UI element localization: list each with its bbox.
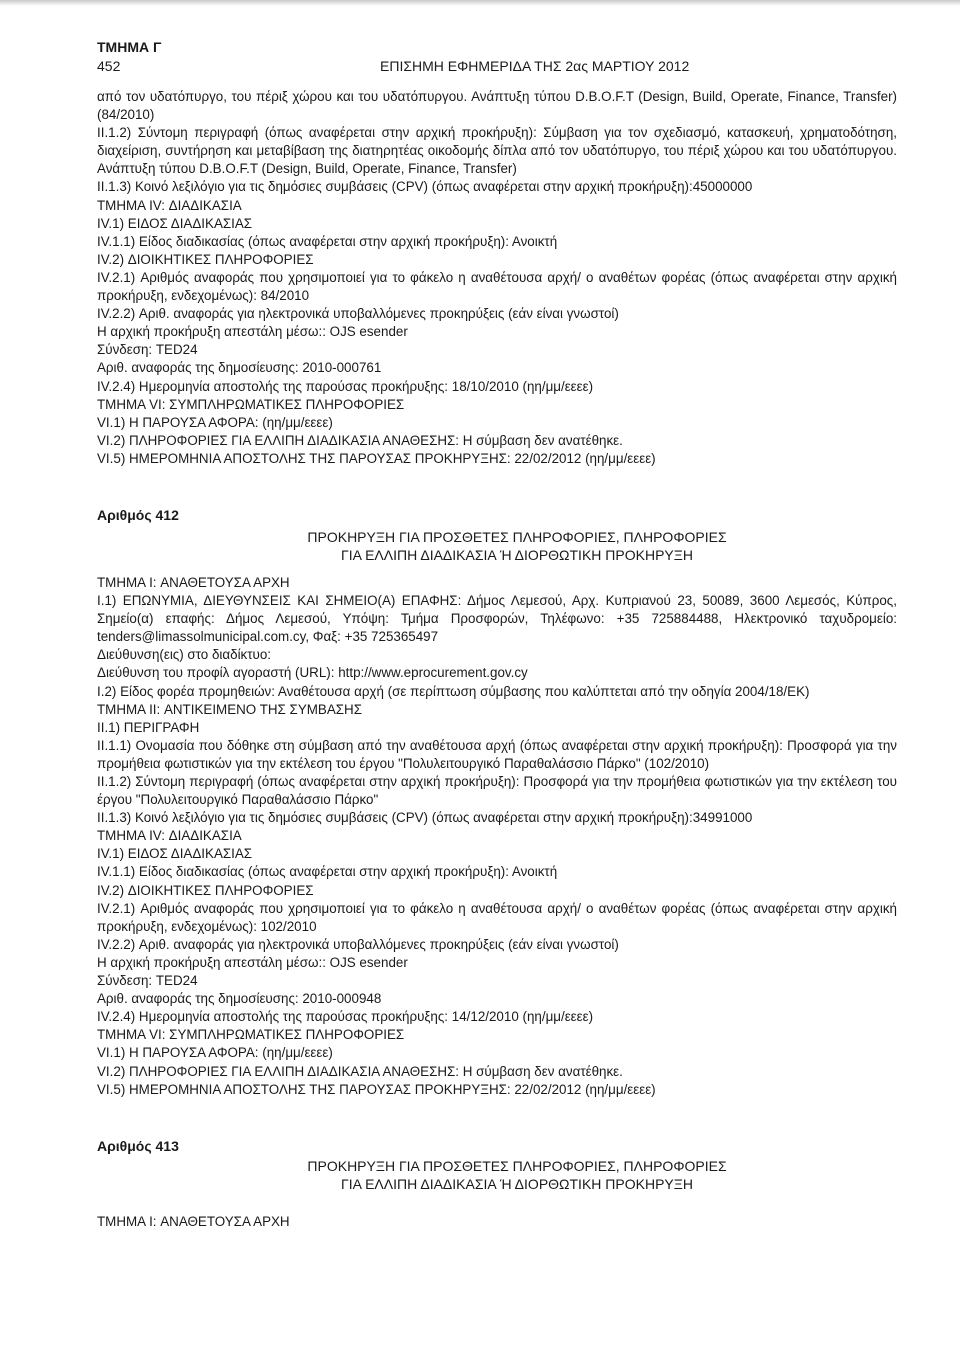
text-line: Η αρχική προκήρυξη απεστάλη μέσω:: OJS esender [97,324,408,340]
section-label: ΤΜΗΜΑ Γ [97,39,162,55]
text-line: II.1.3) Κοινό λεξιλόγιο για τις δημόσιες συμβάσεις (CPV) (όπως αναφέρεται στην αρχική προκήρυξη):34991000 [97,810,753,826]
text-paragraph: από τον υδατόπυργο, του πέριξ χώρου και του υδατόπυργου. Ανάπτυξη τύπου D.B.O.F.T (Design, Build, Operate, Finance, Transfer) (84/2010) [97,89,897,123]
text-paragraph: IV.2.1) Αριθμός αναφοράς που χρησιμοποιεί για το φάκελο η αναθέτουσα αρχή/ ο αναθέτων φορέας (όπως αναφέρεται στην αρχική προκήρυξη, ενδεχομένως): 84/2010 [97,269,897,304]
text-line: IV.2.4) Ημερομηνία αποστολής της παρούσας προκήρυξης: 14/12/2010 (ηη/μμ/εεεε) [97,1009,594,1025]
text-line: Σύνδεση: TED24 [97,342,198,358]
gazette-page [97,38,897,1231]
text-paragraph: II.1.2) Σύντομη περιγραφή (όπως αναφέρεται στην αρχική προκήρυξη): Σύμβαση για τον σχεδιασμό, κατασκευή, χρηματοδότηση, διαχείριση, συντήρηση και μεταβίβαση της διατηρητέας οικοδομής δίπλα από τον υδατόπυργο, του πέριξ χώρου και του υδατόπυργου. Ανάπτυξη τύπου D.B.O.F.T (Design, Build, Operate, Finance, Transfer) [97,125,897,177]
notice-heading: ΓΙΑ ΕΛΛΙΠΗ ΔΙΑΔΙΚΑΣΙΑ Ή ΔΙΟΡΘΩΤΙΚΗ ΠΡΟΚΗΡΥΞΗ [341,1175,693,1192]
text-line: II.1.3) Κοινό λεξιλόγιο για τις δημόσιες συμβάσεις (CPV) (όπως αναφέρεται στην αρχική προκήρυξη):45000000 [97,179,753,195]
notice-heading: ΠΡΟΚΗΡΥΞΗ ΓΙΑ ΠΡΟΣΘΕΤΕΣ ΠΛΗΡΟΦΟΡΙΕΣ, ΠΛΗΡΟΦΟΡΙΕΣ [307,528,727,545]
text-line: Διεύθυνση(εις) στο διαδίκτυο: [97,647,272,663]
page-header [97,56,897,78]
text-line: ΤΜΗΜΑ I: ΑΝΑΘΕΤΟΥΣΑ ΑΡΧΗ [97,1213,290,1229]
text-line: IV.1.1) Είδος διαδικασίας (όπως αναφέρεται στην αρχική προκήρυξη): Ανοικτή [97,233,558,249]
notice-413 [97,1137,897,1231]
text-line: Η αρχική προκήρυξη απεστάλη μέσω:: OJS esender [97,954,408,970]
text-line: VI.5) ΗΜΕΡΟΜΗΝΙΑ ΑΠΟΣΤΟΛΗΣ ΤΗΣ ΠΑΡΟΥΣΑΣ ΠΡΟΚΗΡΥΞΗΣ: 22/02/2012 (ηη/μμ/εεεε) [97,1081,656,1097]
text-line: IV.2) ΔΙΟΙΚΗΤΙΚΕΣ ΠΛΗΡΟΦΟΡΙΕΣ [97,251,314,267]
text-line: ΤΜΗΜΑ VI: ΣΥΜΠΛΗΡΩΜΑΤΙΚΕΣ ΠΛΗΡΟΦΟΡΙΕΣ [97,396,405,412]
scan-edge [0,0,960,6]
text-line: IV.2) ΔΙΟΙΚΗΤΙΚΕΣ ΠΛΗΡΟΦΟΡΙΕΣ [97,882,314,898]
text-paragraph: II.1.2) Σύντομη περιγραφή (όπως αναφέρεται στην αρχική προκήρυξη): Προσφορά για την προμήθεια φωτιστικών για την εκτέλεση του έργου "Πολυλειτουργικό Παραθαλάσσιο Πάρκο" [97,774,897,808]
text-line: II.1) ΠΕΡΙΓΡΑΦΗ [97,719,200,735]
text-line: VI.1) Η ΠΑΡΟΥΣΑ ΑΦΟΡΑ: (ηη/μμ/εεεε) [97,1045,333,1061]
text-line: VI.5) ΗΜΕΡΟΜΗΝΙΑ ΑΠΟΣΤΟΛΗΣ ΤΗΣ ΠΑΡΟΥΣΑΣ ΠΡΟΚΗΡΥΞΗΣ: 22/02/2012 (ηη/μμ/εεεε) [97,450,656,466]
text-line: VI.1) Η ΠΑΡΟΥΣΑ ΑΦΟΡΑ: (ηη/μμ/εεεε) [97,414,333,430]
text-line: IV.2.4) Ημερομηνία αποστολής της παρούσας προκήρυξης: 18/10/2010 (ηη/μμ/εεεε) [97,378,594,394]
text-line: ΤΜΗΜΑ I: ΑΝΑΘΕΤΟΥΣΑ ΑΡΧΗ [97,574,290,590]
text-line: IV.1.1) Είδος διαδικασίας (όπως αναφέρεται στην αρχική προκήρυξη): Ανοικτή [97,864,558,880]
text-line: ΤΜΗΜΑ IV: ΔΙΑΔΙΚΑΣΙΑ [97,197,242,213]
text-line: ΤΜΗΜΑ IV: ΔΙΑΔΙΚΑΣΙΑ [97,828,242,844]
text-line: IV.2.2) Αριθ. αναφοράς για ηλεκτρονικά υποβαλλόμενες προκηρύξεις (εάν είναι γνωστοί) [97,306,619,322]
gazette-title: ΕΠΙΣΗΜΗ ΕΦΗΜΕΡΙΔΑ ΤΗΣ 2ας ΜΑΡΤΙΟΥ 2012 [380,58,690,74]
notice-412 [97,506,897,1099]
text-line: IV.2.2) Αριθ. αναφοράς για ηλεκτρονικά υποβαλλόμενες προκηρύξεις (εάν είναι γνωστοί) [97,936,619,952]
text-paragraph: IV.2.1) Αριθμός αναφοράς που χρησιμοποιεί για το φάκελο η αναθέτουσα αρχή/ ο αναθέτων φορέας (όπως αναφέρεται στην αρχική προκήρυξη, ενδεχομένως): 102/2010 [97,900,897,934]
text-line: VI.2) ΠΛΗΡΟΦΟΡΙΕΣ ΓΙΑ ΕΛΛΙΠΗ ΔΙΑΔΙΚΑΣΙΑ ΑΝΑΘΕΣΗΣ: Η σύμβαση δεν ανατέθηκε. [97,432,623,448]
text-line: Διεύθυνση του προφίλ αγοραστή (URL): http://www.eprocurement.gov.cy [97,665,528,681]
text-line: Αριθ. αναφοράς της δημοσίευσης: 2010-000761 [97,360,382,376]
text-paragraph: I.1) ΕΠΩΝΥΜΙΑ, ΔΙΕΥΘΥΝΣΕΙΣ ΚΑΙ ΣΗΜΕΙΟ(Α) ΕΠΑΦΗΣ: Δήμος Λεμεσού, Αρχ. Κυπριανού 23, 50089, 3600 Λεμεσός, Κύπρος, Σημείο(α) επαφής: Δήμος Λεμεσού, Υπόψη: Τμήμα Προσφορών, Τηλέφωνο: +35 725884488, Ηλεκτρονικό ταχυδρομείο: tenders@limassolmunicipal.com.cy, Φαξ: +35 725365497 [97,593,897,645]
text-line: VI.2) ΠΛΗΡΟΦΟΡΙΕΣ ΓΙΑ ΕΛΛΙΠΗ ΔΙΑΔΙΚΑΣΙΑ ΑΝΑΘΕΣΗΣ: Η σύμβαση δεν ανατέθηκε. [97,1063,623,1079]
notice-number: Αριθμός 413 [97,1137,179,1154]
text-line: IV.1) ΕΙΔΟΣ ΔΙΑΔΙΚΑΣΙΑΣ [97,215,253,231]
notice-continued [97,88,897,468]
text-line: IV.1) ΕΙΔΟΣ ΔΙΑΔΙΚΑΣΙΑΣ [97,846,253,862]
notice-heading: ΠΡΟΚΗΡΥΞΗ ΓΙΑ ΠΡΟΣΘΕΤΕΣ ΠΛΗΡΟΦΟΡΙΕΣ, ΠΛΗΡΟΦΟΡΙΕΣ [307,1157,727,1174]
text-paragraph: II.1.1) Ονομασία που δόθηκε στη σύμβαση από την αναθέτουσα αρχή (όπως αναφέρεται στην αρχική προκήρυξη): Προσφορά για την προμήθεια φωτιστικών για την εκτέλεση του έργου "Πολυλειτουργικό Παραθαλάσσιο Πάρκο" (102/2010) [97,737,897,771]
text-line: I.2) Είδος φορέα προμηθειών: Αναθέτουσα αρχή (σε περίπτωση σύμβασης που καλύπτεται από την οδηγία 2004/18/ΕΚ) [97,683,810,699]
text-line: Αριθ. αναφοράς της δημοσίευσης: 2010-000948 [97,991,382,1007]
text-line: ΤΜΗΜΑ II: ΑΝΤΙΚΕΙΜΕΝΟ ΤΗΣ ΣΥΜΒΑΣΗΣ [97,701,362,717]
text-line: ΤΜΗΜΑ VI: ΣΥΜΠΛΗΡΩΜΑΤΙΚΕΣ ΠΛΗΡΟΦΟΡΙΕΣ [97,1027,405,1043]
page-number: 452 [97,58,121,74]
text-line: Σύνδεση: TED24 [97,973,198,989]
notice-heading: ΓΙΑ ΕΛΛΙΠΗ ΔΙΑΔΙΚΑΣΙΑ Ή ΔΙΟΡΘΩΤΙΚΗ ΠΡΟΚΗΡΥΞΗ [341,546,693,563]
notice-number: Αριθμός 412 [97,506,179,523]
